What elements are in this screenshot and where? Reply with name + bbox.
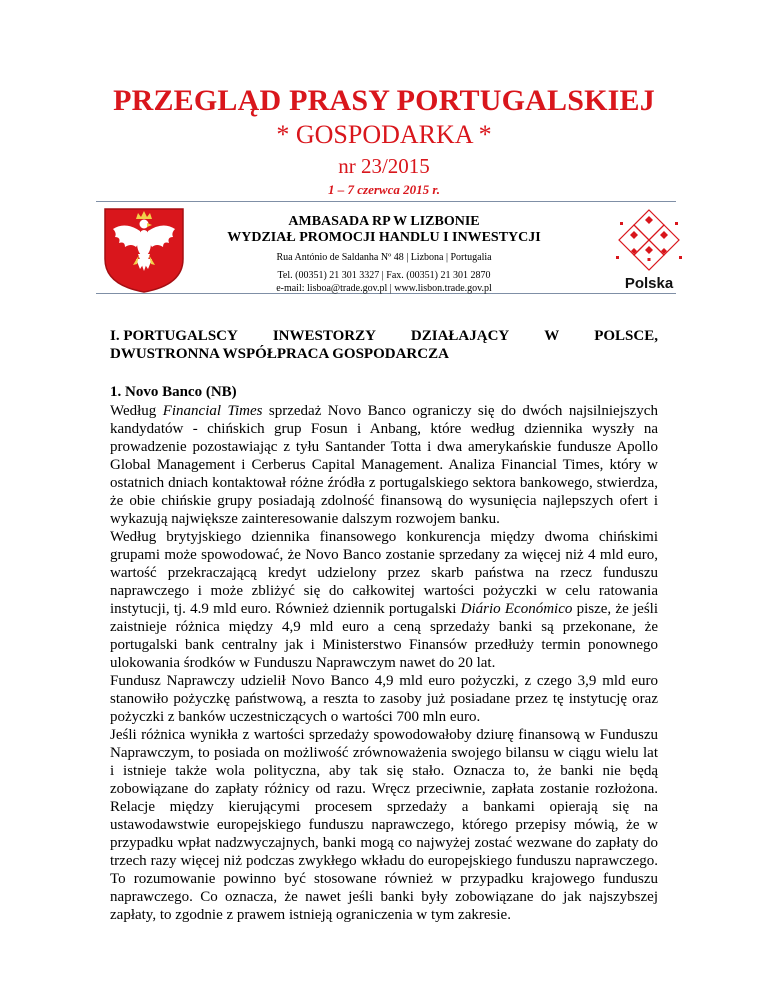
paragraph: Fundusz Naprawczy udzielił Novo Banco 4,9 mld euro pożyczki, z czego 3,9 mld euro stanowiło pożyczkę państwową, a reszta to zasoby już posiadane przez tę instytucję oraz pożyczki z banków uczestniczących o wartości 700 mln euro. — [110, 673, 658, 725]
department-name: WYDZIAŁ PROMOCJI HANDLU I INWESTYCJI — [227, 230, 541, 245]
issue-number: nr 23/2015 — [338, 154, 430, 178]
embassy-name: AMBASADA RP W LIZBONIE — [288, 214, 480, 229]
article-heading: 1. Novo Banco (NB) — [110, 384, 237, 400]
source-name: Financial Times — [162, 403, 263, 419]
embassy-address: Rua António de Saldanha Nº 48 | Lizbona | Portugalia — [276, 252, 492, 263]
section-heading-word: I. PORTUGALSCY — [110, 328, 238, 344]
paragraph: Jeśli różnica wynikła z wartości sprzedaży spowodowałoby dziurę finansową w Funduszu Naprawczym, to posiada on możliwość zrównoważenia swojego bilansu w ciągu wielu lat i istnieje także wola polityczna, aby tak się stało. Oznacza to, że banki nie będą zobowiązane do zapłaty różnicy od razu. Wręcz przeciwnie, zapłata zostanie rozłożona. Relacje między kierującymi procesem sprzedaży a bankami opierają się na ustawodawstwie europejskiego funduszu naprawczego, którego przepisy mówią, że w przypadku wpłat nadzwyczajnych, banki mogą co najwyżej zostać wezwane do zapłaty do trzech razy więcej niż podczas zwykłego wkładu do europejskiego funduszu naprawczego. To rozumowanie powinno być stosowane również w przypadku krajowego funduszu naprawczego. Co oznacza, że nawet jeśli banki były zobowiązane do jak najszybszej zapłaty, to zgodnie z prawem istnieją ograniczenia w tym zakresie. — [110, 727, 658, 923]
embassy-contact: e-mail: lisboa@trade.gov.pl | www.lisbon.trade.gov.pl — [276, 283, 492, 294]
article-body — [110, 402, 658, 924]
document-title: PRZEGLĄD PRASY PORTUGALSKIEJ — [113, 84, 655, 117]
section-heading-word: DZIAŁAJĄCY — [410, 328, 510, 344]
embassy-phone: Tel. (00351) 21 301 3327 | Fax. (00351) 21 301 2870 — [277, 270, 491, 281]
section-heading-word: POLSCE, — [594, 328, 658, 344]
document-subtitle: * GOSPODARKA * — [276, 120, 492, 149]
section-heading-line2: DWUSTRONNA WSPÓŁPRACA GOSPODARCZA — [110, 346, 449, 362]
section-heading-word: W — [544, 328, 560, 344]
section-heading — [110, 328, 658, 345]
polska-logo-text: Polska — [624, 275, 674, 292]
header-rule-top — [96, 201, 676, 202]
paragraph: Według Financial Times sprzedaż Novo Banco ograniczy się do dwóch najsilniejszych kandydatów - chińskich grup Fosun i Anbang, które według dziennika wyszły na prowadzenie pozostawiając z tyłu Santander Totta i dwa amerykańskie fundusze Apollo Global Management i Cerberus Capital Management. Analiza Financial Times, który w ostatnich dniach kontaktował różne źródła z portugalskiego sektora bankowego, stwierdza, że obie chińskie grupy posiadają zdolność finansową do wysunięcia najlepszych ofert i wykazują największe zainteresowanie dalszym rozwojem banku. — [110, 403, 658, 527]
source-name: Diário Económico — [460, 601, 573, 617]
section-heading-word: INWESTORZY — [272, 328, 376, 344]
issue-dates: 1 – 7 czerwca 2015 r. — [328, 182, 440, 197]
polska-logo-icon — [612, 208, 686, 292]
paragraph: Według brytyjskiego dziennika finansowego konkurencja między dwoma chińskimi grupami może spowodować, że Novo Banco zostanie sprzedany za więcej niż 4 mld euro, wartość przekraczającą kredyt udzielony przez skarb państwa na rzecz funduszu naprawczego i może zbliżyć się do całkowitej wartości pożyczki w celu ratowania instytucji, tj. 4.9 mld euro. Również dziennik portugalski Diário Económico pisze, że jeśli zaistnieje różnica między 4,9 mld euro a ceną sprzedaży banki są przekonane, że portugalski bank centralny jak i Ministerstwo Finansów przedłuży termin ponownego ulokowania środków w Funduszu Naprawczym nawet do 20 lat. — [110, 529, 658, 671]
